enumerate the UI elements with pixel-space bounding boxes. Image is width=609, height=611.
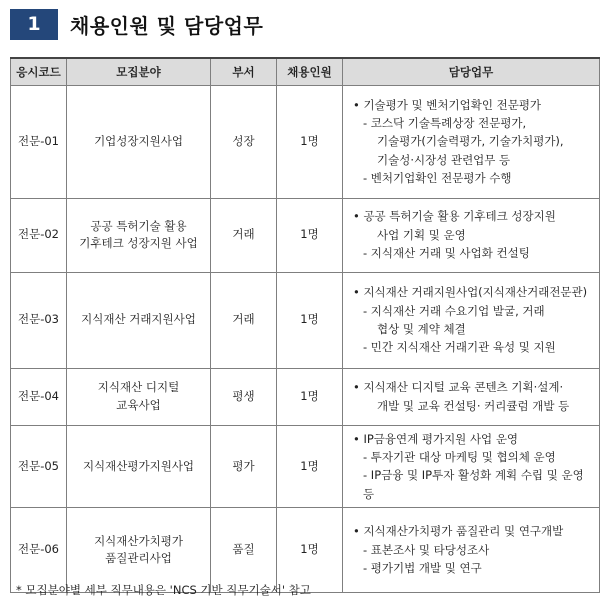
cell-count: 1명 [277, 425, 343, 508]
cell-code: 전문-04 [11, 368, 67, 425]
cell-duties [343, 198, 600, 272]
duty-line: 개발 및 교육 컨설팅· 커리큘럼 개발 등 [377, 398, 570, 413]
cell-count: 1명 [277, 198, 343, 272]
field-line: 교육사업 [116, 397, 161, 412]
field-line: 지식재산가치평가 [94, 533, 183, 548]
cell-code: 전문-02 [11, 198, 67, 272]
cell-duties [343, 508, 600, 593]
duty-line: • IP금융연계 평가지원 사업 운영 [353, 431, 519, 446]
column-header-dept: 부서 [211, 58, 277, 85]
field-line: 공공 특허기술 활용 [90, 218, 187, 233]
column-header-duties: 담당업무 [343, 58, 600, 85]
field-line: 기업성장지원사업 [94, 133, 183, 148]
cell-count: 1명 [277, 272, 343, 368]
cell-field [67, 198, 211, 272]
section-number-badge: 1 [10, 9, 58, 40]
table-row [11, 368, 600, 425]
cell-duties [343, 368, 600, 425]
cell-dept: 거래 [211, 198, 277, 272]
cell-dept: 성장 [211, 85, 277, 198]
cell-duties [343, 425, 600, 508]
cell-code: 전문-05 [11, 425, 67, 508]
cell-field [67, 272, 211, 368]
recruitment-table [10, 57, 600, 593]
duty-line: - IP금융 및 IP투자 활성화 계획 수립 및 운영 등 [363, 468, 584, 501]
field-line: 지식재산평가지원사업 [82, 458, 195, 473]
cell-dept: 평가 [211, 425, 277, 508]
cell-dept: 품질 [211, 508, 277, 593]
cell-field [67, 425, 211, 508]
duty-line: • 지식재산 디지털 교육 콘텐츠 기획·설계· [353, 380, 564, 395]
duty-line: - 표본조사 및 타당성조사 [363, 542, 490, 557]
duty-line: - 평가기법 개발 및 연구 [363, 561, 482, 576]
cell-count: 1명 [277, 368, 343, 425]
duty-line: - 벤처기업확인 전문평가 수행 [363, 171, 512, 186]
table-row [11, 85, 600, 198]
cell-code: 전문-03 [11, 272, 67, 368]
table-header-row [11, 58, 600, 85]
column-header-count: 채용인원 [277, 58, 343, 85]
cell-code: 전문-06 [11, 508, 67, 593]
cell-duties [343, 272, 600, 368]
duty-line: - 투자기관 대상 마케팅 및 협의체 운영 [363, 449, 556, 464]
duty-line: - 지식재산 거래 수요기업 발굴, 거래 [363, 303, 545, 318]
duty-line: - 지식재산 거래 및 사업화 컨설팅 [363, 246, 530, 261]
duty-line: 기술평가(기술력평가, 기술가치평가), [377, 134, 564, 149]
cell-count: 1명 [277, 85, 343, 198]
duty-line: • 지식재산 거래지원사업(지식재산거래전문관) [353, 285, 588, 300]
duty-line: 협상 및 계약 체결 [377, 322, 466, 336]
duty-line: 기술성·시장성 관련업무 등 [377, 152, 511, 167]
duty-line: - 코스닥 기술특례상장 전문평가, [363, 115, 527, 130]
cell-dept: 거래 [211, 272, 277, 368]
duty-line: - 민간 지식재산 거래기관 육성 및 지원 [363, 340, 556, 355]
cell-field [67, 508, 211, 593]
column-header-code: 응시코드 [11, 58, 67, 85]
cell-code: 전문-01 [11, 85, 67, 198]
table-row [11, 272, 600, 368]
section-title: 채용인원 및 담당업무 [70, 13, 264, 38]
cell-count: 1명 [277, 508, 343, 593]
duty-line: • 기술평가 및 벤처기업확인 전문평가 [353, 97, 542, 112]
field-line: 품질관리사업 [105, 551, 172, 566]
table-row [11, 508, 600, 593]
section-header [10, 8, 263, 40]
field-line: 기후테크 성장지원 사업 [79, 236, 198, 250]
cell-field [67, 368, 211, 425]
duty-line: 사업 기획 및 운영 [377, 227, 466, 242]
table-row [11, 425, 600, 508]
column-header-field: 모집분야 [67, 58, 211, 85]
duty-line: • 지식재산가치평가 품질관리 및 연구개발 [353, 524, 564, 539]
footnote: * 모집분야별 세부 직무내용은 'NCS 기반 직무기술서' 참고 [16, 583, 311, 597]
field-line: 지식재산 디지털 [97, 380, 180, 395]
cell-field [67, 85, 211, 198]
table-row [11, 198, 600, 272]
cell-duties [343, 85, 600, 198]
cell-dept: 평생 [211, 368, 277, 425]
field-line: 지식재산 거래지원사업 [81, 312, 196, 327]
duty-line: • 공공 특허기술 활용 기후테크 성장지원 [353, 209, 556, 224]
